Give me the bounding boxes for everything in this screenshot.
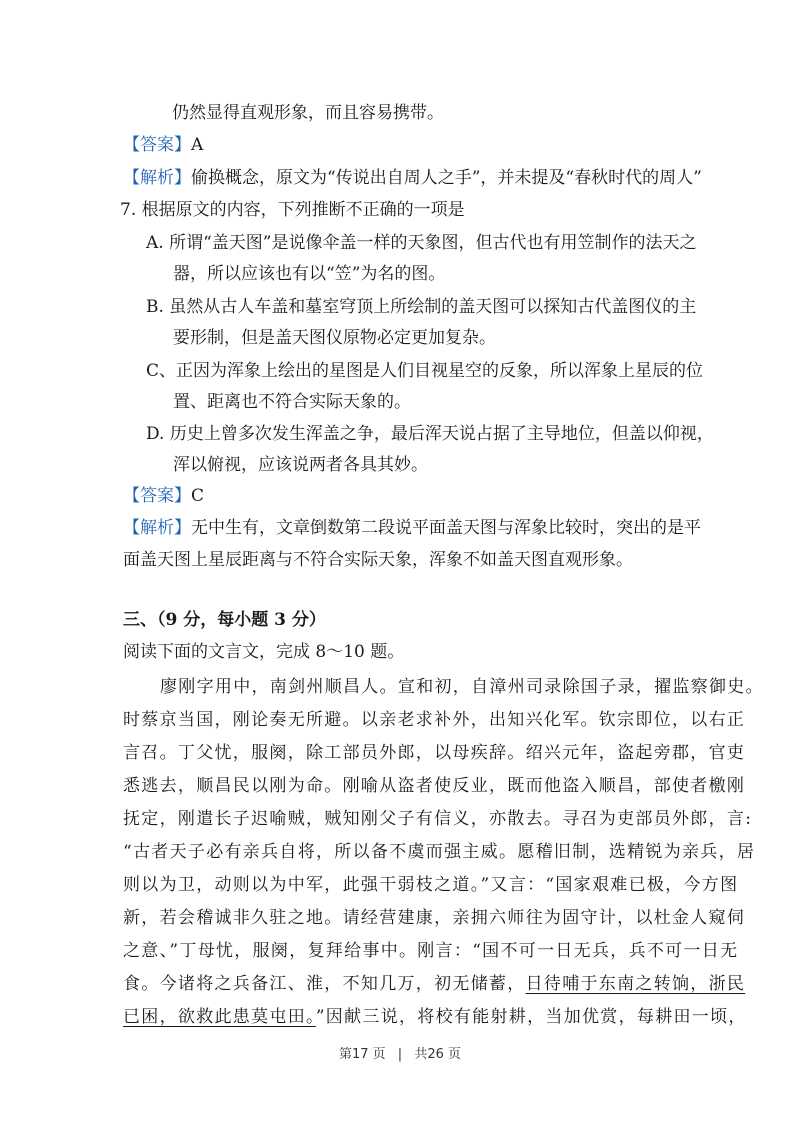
q7-option-b-line2: 要形制，但是盖天图仪原物必定更加复杂。	[173, 328, 496, 348]
passage-line: 廖刚字用中，南剑州顺昌人。宣和初，自漳州司录除国子录，擢监察御史。	[160, 677, 764, 697]
q7-stem: 7. 根据原文的内容，下列推断不正确的一项是	[120, 200, 465, 220]
passage-line: 抚定，刚遣长子迟喻贼，贼知刚父子有信义，亦散去。寻召为吏部员外郎，言:	[123, 809, 753, 829]
passage-line: 新，若会稽诚非久驻之地。请经营建康，亲拥六师往为固守计，以杜金人窥伺	[123, 908, 746, 928]
q7-option-b-line1: B. 虽然从古人车盖和墓室穹顶上所绘制的盖天图可以探知古代盖图仪的主	[146, 297, 697, 317]
analysis-text: 偷换概念，原文为“传说出自周人之手”，并未提及“春秋时代的周人”	[191, 168, 702, 188]
q7-option-a-line2: 器，所以应该也有以“笠”为名的图。	[173, 264, 446, 284]
page-total: 共26 页	[414, 1047, 462, 1062]
passage-line	[123, 972, 745, 996]
q7-analysis-line1	[123, 516, 701, 540]
page-number: 第17 页	[338, 1047, 386, 1062]
q7-option-d-line1: D. 历史上曾多次发生浑盖之争，最后浑天说占据了主导地位，但盖以仰视，	[146, 424, 714, 444]
page-footer	[0, 1043, 800, 1062]
section-instruction: 阅读下面的文言文，完成 8～10 题。	[123, 642, 405, 662]
passage-text: 食。今诸将之兵备江、淮，不知几万，初无储蓄，	[123, 974, 526, 994]
passage-line: 时蔡京当国，刚论奏无所避。以亲老求补外，出知兴化军。钦宗即位，以右正	[123, 710, 746, 730]
section-heading: 三、（9 分，每小题 3 分）	[123, 610, 326, 630]
q6-answer	[123, 133, 203, 157]
passage-line: 言召。丁父忧，服阕，除工部员外郎，以母疾辞。绍兴元年，盗起旁郡，官吏	[123, 743, 746, 763]
q7-option-c-line2: 置、距离也不符合实际天象的。	[173, 392, 411, 412]
answer-tag: 【答案】	[123, 486, 191, 506]
passage-line: 则以为卫，动则以为中军，此强干弱枝之道。”又言：“国家艰难已极，今方图	[123, 875, 739, 895]
q6-analysis	[123, 166, 702, 190]
analysis-text: 无中生有，文章倒数第二段说平面盖天图与浑象比较时，突出的是平	[191, 518, 701, 538]
continuation-line: 仍然显得直观形象，而且容易携带。	[172, 103, 444, 123]
q7-answer	[123, 484, 204, 508]
q7-option-d-line2: 浑以俯视，应该说两者各具其妙。	[173, 455, 428, 475]
passage-text: ”因献三说，将校有能射耕，当加优赏，每耕田一顷，	[315, 1007, 747, 1027]
underlined-sentence: 已困，欲救此患莫屯田。	[123, 1007, 316, 1027]
underlined-sentence: 日待哺于东南之转饷，浙民	[525, 974, 746, 994]
passage-line	[123, 1005, 747, 1029]
footer-separator: |	[397, 1047, 403, 1062]
q7-option-c-line1: C、正因为浑象上绘出的星图是人们目视星空的反象，所以浑象上星辰的位	[146, 361, 704, 381]
answer-tag: 【答案】	[123, 135, 191, 155]
analysis-tag: 【解析】	[123, 168, 191, 188]
q7-analysis-line2: 面盖天图上星辰距离与不符合实际天象，浑象不如盖天图直观形象。	[123, 550, 633, 570]
passage-line: 悉逃去，顺昌民以刚为命。刚喻从盗者使反业，既而他盗入顺昌，部使者檄刚	[123, 776, 746, 796]
q7-option-a-line1: A. 所谓“盖天图”是说像伞盖一样的天象图，但古代也有用笠制作的法天之	[146, 233, 697, 253]
passage-line: 之意、”丁母忧，服阕，复拜给事中。刚言：“国不可一日无兵，兵不可一日无	[123, 941, 739, 961]
answer-value: A	[191, 135, 204, 155]
passage-line: “古者天子必有亲兵自将，所以备不虞而强主威。愿稽旧制，选精锐为亲兵，居	[123, 842, 756, 862]
analysis-tag: 【解析】	[123, 518, 191, 538]
answer-value: C	[191, 486, 205, 506]
